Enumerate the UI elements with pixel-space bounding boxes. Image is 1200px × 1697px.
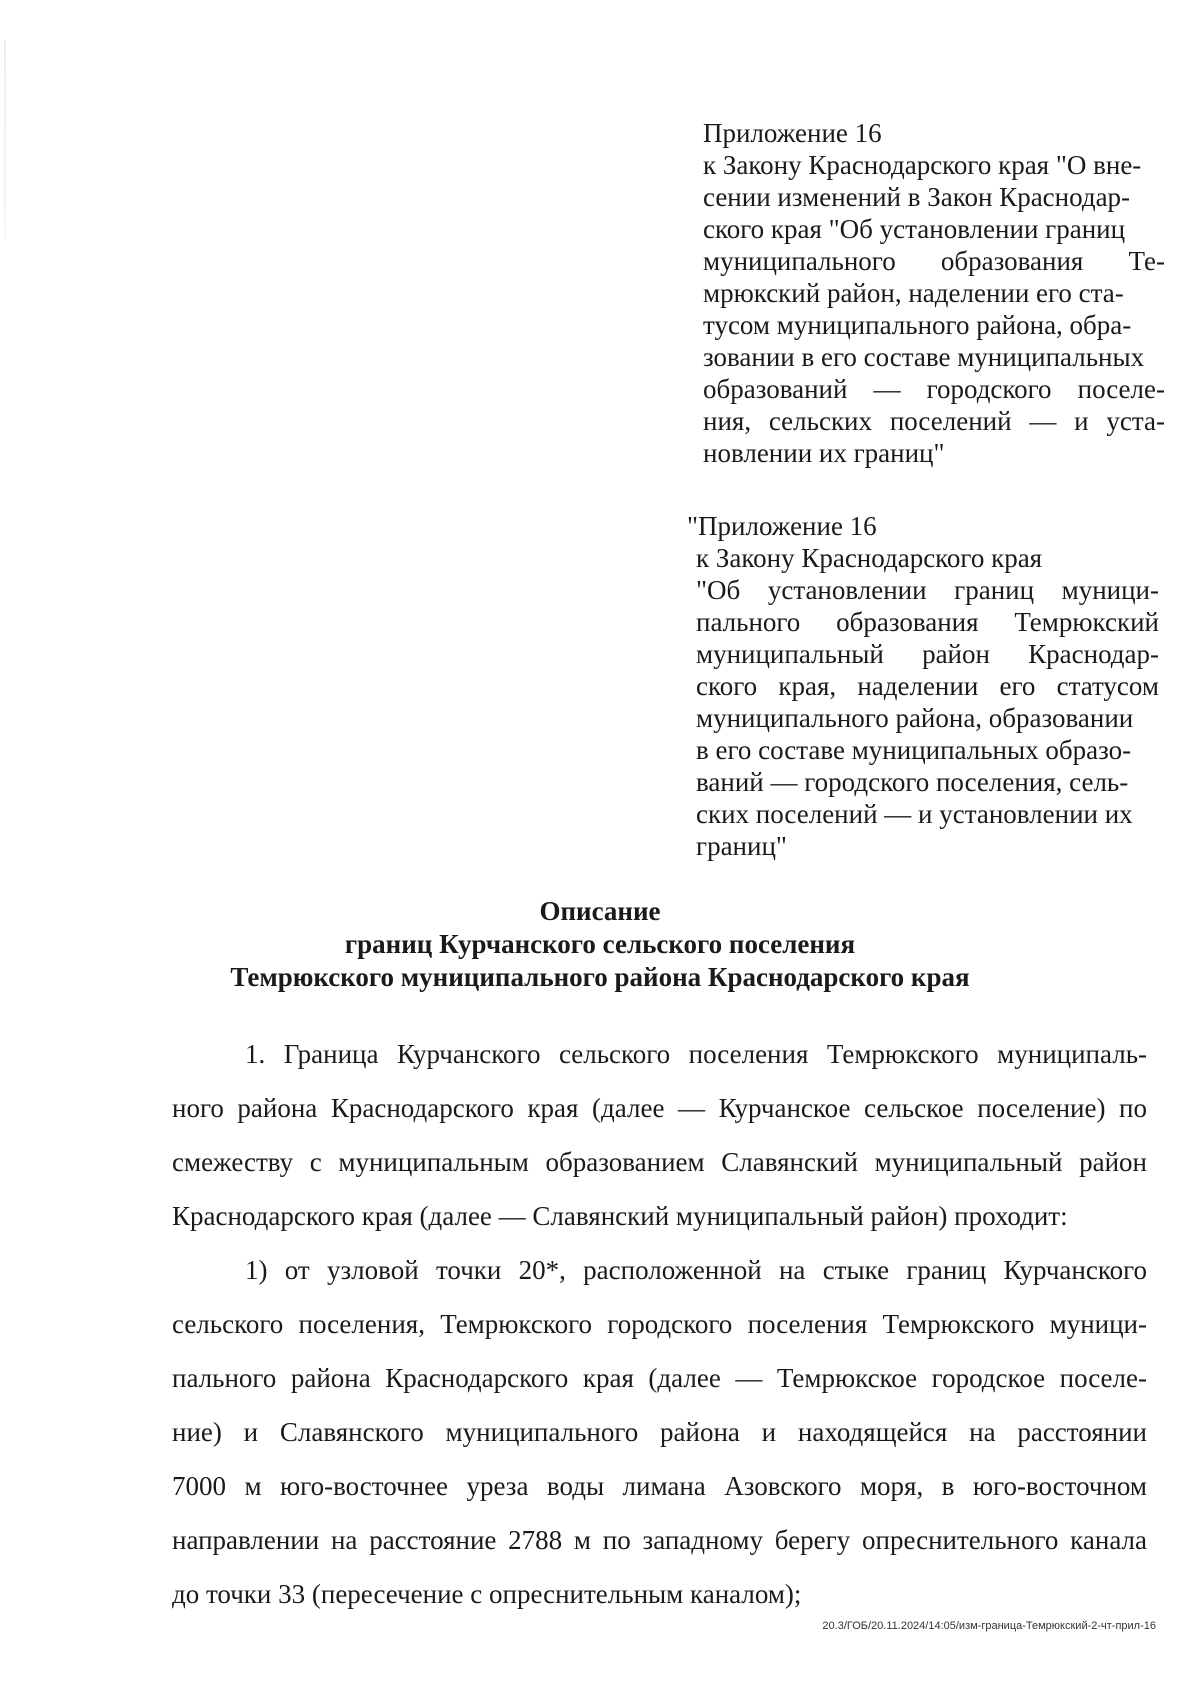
document-footer-code: 20.3/ГОБ/20.11.2024/14:05/изм-граница-Темрюкский-2-чт-прил-16 [822, 1620, 1156, 1632]
attachment-line: образований — городского поселе- [703, 374, 1165, 404]
title-line: Темрюкского муниципального района Краснодарского края [230, 962, 970, 992]
attachment-line: в его составе муниципальных образо- [696, 735, 1132, 765]
paragraph-line: пального района Краснодарского края (далее — Темрюкское городское поселе- [172, 1363, 1147, 1393]
attachment-line: зовании в его составе муниципальных [703, 342, 1145, 372]
attachment-line: ния, сельских поселений — и уста- [703, 406, 1165, 436]
attachment-line: Приложение 16 [703, 118, 882, 148]
attachment-header-amending-law [703, 117, 1165, 469]
attachment-line: к Закону Краснодарского края [696, 543, 1043, 573]
attachment-line: сении изменений в Закон Краснодар- [703, 182, 1131, 212]
scan-edge-mark [4, 40, 6, 240]
attachment-line: муниципального района, образовании [696, 703, 1134, 733]
attachment-line: мрюкский район, наделении его ста- [703, 278, 1124, 308]
attachment-header-original-law [687, 510, 1159, 862]
paragraph-line: ние) и Славянского муниципального района и находящейся на расстоянии [172, 1417, 1147, 1447]
document-title [0, 895, 1200, 994]
attachment-line: муниципальный район Краснодар- [696, 639, 1159, 669]
paragraph [172, 1027, 1147, 1243]
attachment-line: муниципального образования Те- [703, 246, 1165, 276]
paragraph-line: направлении на расстояние 2788 м по западному берегу опреснительного канала [172, 1525, 1147, 1555]
attachment-line: "Приложение 16 [687, 511, 877, 541]
attachment-line: ваний — городского поселения, сель- [696, 767, 1129, 797]
paragraph-line: 7000 м юго-восточнее уреза воды лимана Азовского моря, в юго-восточном [172, 1471, 1147, 1501]
attachment-line: новлении их границ" [703, 438, 945, 468]
attachment-line: ского края, наделении его статусом [696, 671, 1159, 701]
paragraph [172, 1243, 1147, 1621]
attachment-line: "Об установлении границ муници- [696, 575, 1159, 605]
attachment-line: к Закону Краснодарского края "О вне- [703, 150, 1142, 180]
paragraph-line: ного района Краснодарского края (далее — Курчанское сельское поселение) по [172, 1093, 1147, 1123]
attachment-line: пального образования Темрюкский [696, 607, 1159, 637]
paragraph-line: до точки 33 (пересечение с опреснительным каналом); [172, 1579, 802, 1609]
paragraph-line: Краснодарского края (далее — Славянский муниципальный район) проходит: [172, 1201, 1068, 1231]
title-line: границ Курчанского сельского поселения [344, 929, 856, 959]
paragraph-line: сельского поселения, Темрюкского городского поселения Темрюкского муници- [172, 1309, 1147, 1339]
attachment-line: тусом муниципального района, обра- [703, 310, 1132, 340]
paragraph-line: 1. Граница Курчанского сельского поселения Темрюкского муниципаль- [245, 1039, 1147, 1069]
attachment-line: ских поселений — и установлении их [696, 799, 1133, 829]
attachment-line: границ" [696, 831, 787, 861]
attachment-line: ского края "Об установлении границ [703, 214, 1126, 244]
paragraph-line: 1) от узловой точки 20*, расположенной на стыке границ Курчанского [245, 1255, 1147, 1285]
paragraph-line: смежеству с муниципальным образованием Славянский муниципальный район [172, 1147, 1147, 1177]
title-line: Описание [539, 896, 661, 926]
